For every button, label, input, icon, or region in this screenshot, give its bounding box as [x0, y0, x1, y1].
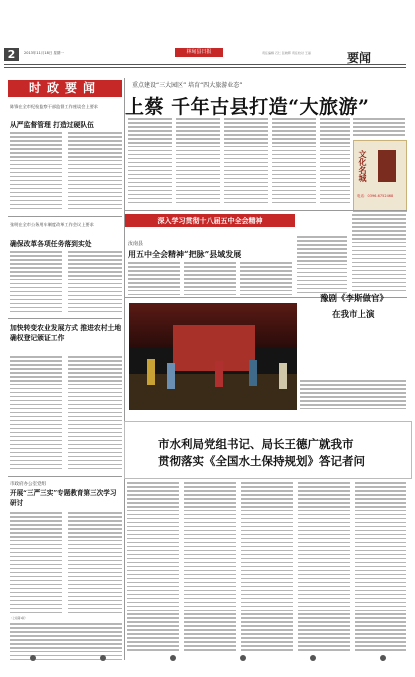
divider [125, 210, 407, 211]
lead-body-col1 [128, 118, 172, 206]
header-divider [4, 64, 406, 65]
water-headline [158, 436, 365, 470]
study-kicker: 汝南县 [128, 241, 144, 247]
footer-ornament [170, 655, 176, 661]
editor-credits: 责任编辑 石仁 张晓辉 责任校对 王丽 [262, 51, 311, 55]
opera-headline-line1: 豫剧《李斯做官》 [320, 294, 389, 304]
water-headline-line1: 市水利局党组书记、局长王德广就我市 [158, 437, 354, 451]
water-body-col5 [355, 482, 406, 653]
water-body-col3 [241, 482, 293, 653]
lead-body-col5 [320, 118, 350, 206]
story4-kicker: 市政府办公室党组 [10, 482, 46, 487]
opera-stage-photo [129, 303, 297, 410]
story1-headline: 从严监督管理 打造过硬队伍 [10, 121, 94, 129]
study-body-col5 [352, 214, 406, 294]
story2-body-right [68, 251, 122, 315]
story4-body-left [10, 512, 62, 616]
story2-body-left [10, 251, 62, 315]
footer-ornament [240, 655, 246, 661]
footer-ornament [30, 655, 36, 661]
story4-body-right [68, 512, 122, 616]
lead-body-col6 [353, 118, 405, 138]
ad-phone: 电话：0396-6752468 [357, 194, 394, 198]
study-body-col1 [128, 262, 180, 298]
page-number: 2 [4, 48, 19, 61]
section-title: 要闻 [347, 51, 372, 65]
water-headline-line2: 贯彻落实《全国水土保持规划》答记者问 [158, 454, 365, 468]
study-body-col2 [184, 262, 236, 298]
lead-kicker: 重点建设“三大园区” 培育“四大旅游业态” [132, 82, 243, 89]
study-body-col4 [297, 236, 347, 296]
water-body-col1 [127, 482, 179, 653]
footer-ornament [310, 655, 316, 661]
story3-body-left [10, 356, 62, 472]
story1-kicker: 陈锋在全市纪检监察干部监督工作座谈会上要求 [10, 104, 98, 109]
footer-ornament [380, 655, 386, 661]
lead-body-col4 [272, 118, 316, 206]
column-divider [124, 78, 125, 660]
water-body-col4 [298, 482, 350, 653]
story3-body-right [68, 356, 122, 472]
story2-kicker: 张明在全市公务用车制度改革工作会议上要求 [10, 222, 94, 227]
story1-body-right [68, 132, 122, 212]
story1-body-left [10, 132, 62, 212]
divider [8, 318, 122, 319]
story3-headline: 加快转变农业发展方式 推进农村土地确权登记颁证工作 [10, 324, 122, 342]
study-body-col3 [240, 262, 292, 298]
footer-ornament [100, 655, 106, 661]
issue-date: 2013年11月18日 星期一 [24, 51, 64, 55]
pagoda-image [378, 150, 396, 182]
lead-body-col2 [176, 118, 220, 206]
opera-caption [300, 380, 406, 412]
politics-banner: 时政要闻 [8, 80, 122, 97]
ad-title: 文化名城 [358, 150, 368, 182]
lead-body-col3 [224, 118, 268, 206]
newspaper-logo: 林甸县日报 [175, 48, 223, 57]
water-body-col2 [184, 482, 236, 653]
opera-headline [320, 291, 388, 323]
opera-headline-line2: 在我市上演 [332, 310, 375, 320]
header-thin-rule [4, 67, 406, 68]
continued-caption: （上接第1版） [10, 617, 28, 620]
story4-headline: 开展“三严三实”专题教育第三次学习研讨 [10, 489, 117, 507]
divider [8, 476, 122, 477]
divider [8, 216, 122, 217]
lead-headline: 上蔡 千年古县打造“大旅游” [125, 96, 370, 118]
study-banner: 深入学习贯彻十八届五中全会精神 [125, 214, 295, 227]
story2-headline: 确保改革各项任务落到实处 [10, 240, 92, 248]
study-headline: 用五中全会精神“把脉”县域发展 [128, 249, 242, 259]
